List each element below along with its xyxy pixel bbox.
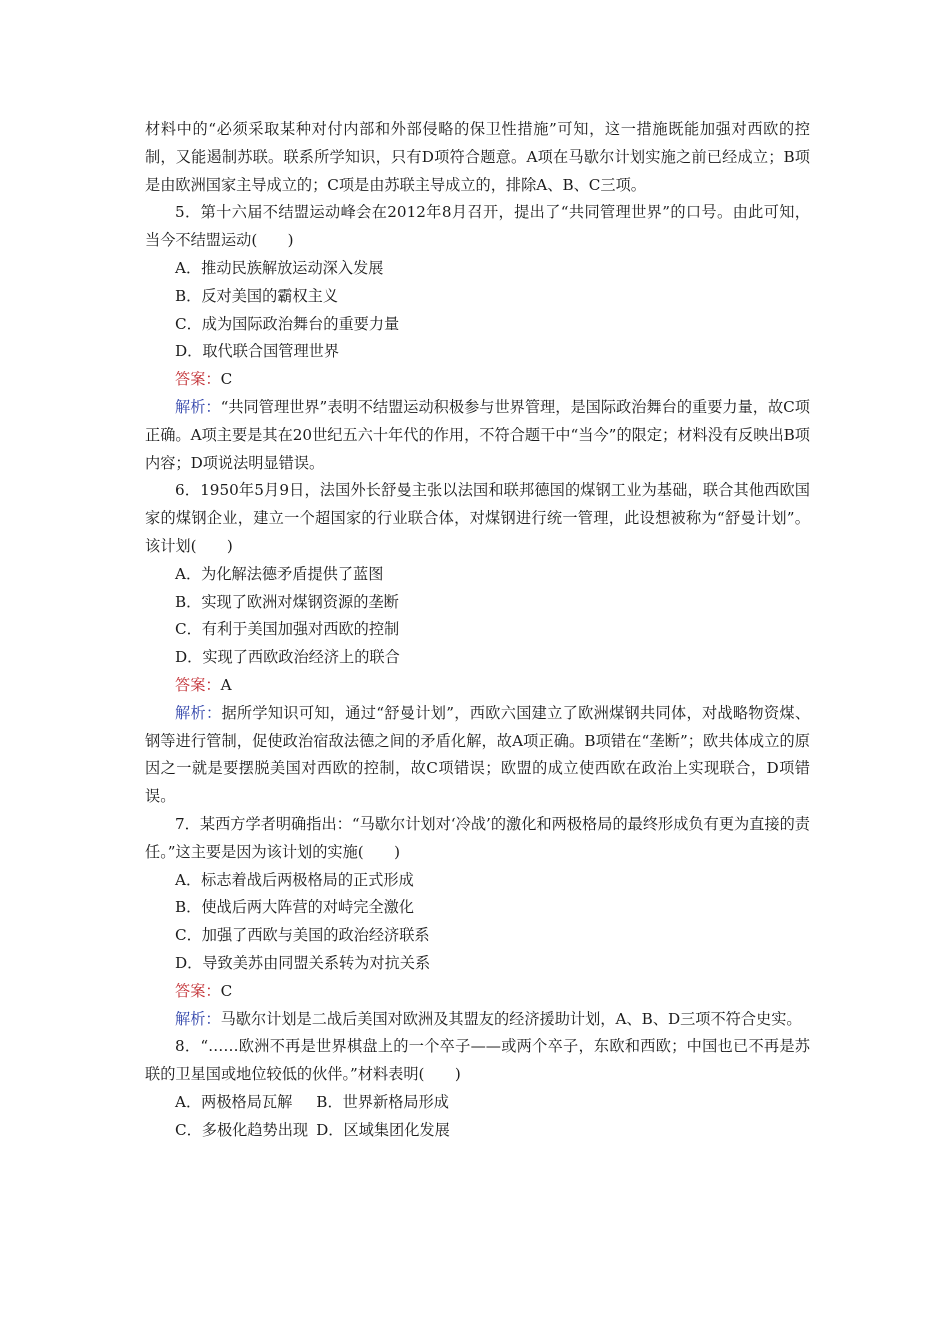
option-a: A．为化解法德矛盾提供了蓝图 — [175, 564, 384, 583]
option-b: B．使战后两大阵营的对峙完全激化 — [175, 898, 414, 917]
question-stem: 5．第十六届不结盟运动峰会在2012年8月召开，提出了“共同管理世界”的口号。由此可知，当今不结盟运动( ) — [145, 203, 810, 250]
answer-line — [145, 978, 810, 1006]
previous-analysis-tail: 材料中的“必须采取某种对付内部和外部侵略的保卫性措施”可知，这一措施既能加强对西欧的控制，又能遏制苏联。联系所学知识，只有D项符合题意。A项在马歇尔计划实施之前已经成立；B项是由欧洲国家主导成立的；C项是由苏联主导成立的，排除A、B、C三项。 — [145, 120, 810, 194]
option-a: A．两极格局瓦解 — [175, 1092, 293, 1111]
answer-label: 答案： — [175, 675, 221, 694]
analysis-label: 解析： — [175, 1009, 221, 1028]
option-d: D．导致美苏由同盟关系转为对抗关系 — [175, 953, 431, 972]
option-d: D．取代联合国管理世界 — [175, 342, 340, 361]
option-b: B．世界新格局形成 — [316, 1092, 449, 1111]
option-row-ab — [145, 1089, 810, 1117]
question-8 — [145, 1033, 810, 1144]
option-d: D．实现了西欧政治经济上的联合 — [175, 648, 400, 667]
answer-line — [145, 366, 810, 394]
answer-value: C — [220, 981, 233, 1000]
analysis-text: 据所学知识可知，通过“舒曼计划”，西欧六国建立了欧洲煤钢共同体，对战略物资煤、钢等进行管制，促使政治宿敌法德之间的矛盾化解，故A项正确。B项错在“垄断”；欧共体成立的原因之一就是要摆脱美国对西欧的控制，故C项错误；欧盟的成立使西欧在政治上实现联合，D项错误。 — [145, 703, 811, 806]
analysis — [145, 1006, 810, 1034]
option-a: A．标志着战后两极格局的正式形成 — [175, 870, 414, 889]
answer-value: C — [220, 370, 233, 389]
option-c: C．成为国际政治舞台的重要力量 — [175, 314, 400, 333]
analysis-text: “共同管理世界”表明不结盟运动积极参与世界管理，是国际政治舞台的重要力量，故C项正确。A项主要是其在20世纪五六十年代的作用，不符合题干中“当今”的限定；材料没有反映出B项内容；D项说法明显错误。 — [145, 397, 810, 472]
answer-label: 答案： — [175, 981, 221, 1000]
analysis — [145, 700, 810, 811]
question-5 — [145, 199, 810, 477]
answer-line — [145, 672, 810, 700]
question-stem: 7．某西方学者明确指出：“马歇尔计划对‘冷战’的激化和两极格局的最终形成负有更为直接的责任。”这主要是因为该计划的实施( ) — [145, 814, 810, 861]
option-d: D．区域集团化发展 — [316, 1120, 450, 1139]
option-a: A．推动民族解放运动深入发展 — [175, 258, 384, 277]
answer-value: A — [220, 675, 232, 694]
option-row-cd — [145, 1117, 810, 1145]
option-c: C．多极化趋势出现 — [175, 1120, 309, 1139]
analysis-label: 解析： — [175, 397, 221, 416]
option-c: C．有利于美国加强对西欧的控制 — [175, 620, 400, 639]
question-6 — [145, 477, 810, 811]
question-stem: 6．1950年5月9日，法国外长舒曼主张以法国和联邦德国的煤钢工业为基础，联合其他西欧国家的煤钢企业，建立一个超国家的行业联合体，对煤钢进行统一管理，此设想被称为“舒曼计划”。该计划( ) — [145, 481, 810, 555]
analysis-text: 马歇尔计划是二战后美国对欧洲及其盟友的经济援助计划，A、B、D三项不符合史实。 — [220, 1009, 802, 1028]
option-b: B．实现了欧洲对煤钢资源的垄断 — [175, 592, 399, 611]
answer-label: 答案： — [175, 370, 221, 389]
option-b: B．反对美国的霸权主义 — [175, 286, 339, 305]
analysis — [145, 394, 810, 477]
question-7 — [145, 811, 810, 1033]
option-c: C．加强了西欧与美国的政治经济联系 — [175, 926, 430, 945]
analysis-label: 解析： — [175, 703, 222, 722]
document-body — [145, 116, 810, 1144]
question-stem: 8．“……欧洲不再是世界棋盘上的一个卒子——或两个卒子，东欧和西欧；中国也已不再是苏联的卫星国或地位较低的伙伴。”材料表明( ) — [145, 1037, 810, 1084]
